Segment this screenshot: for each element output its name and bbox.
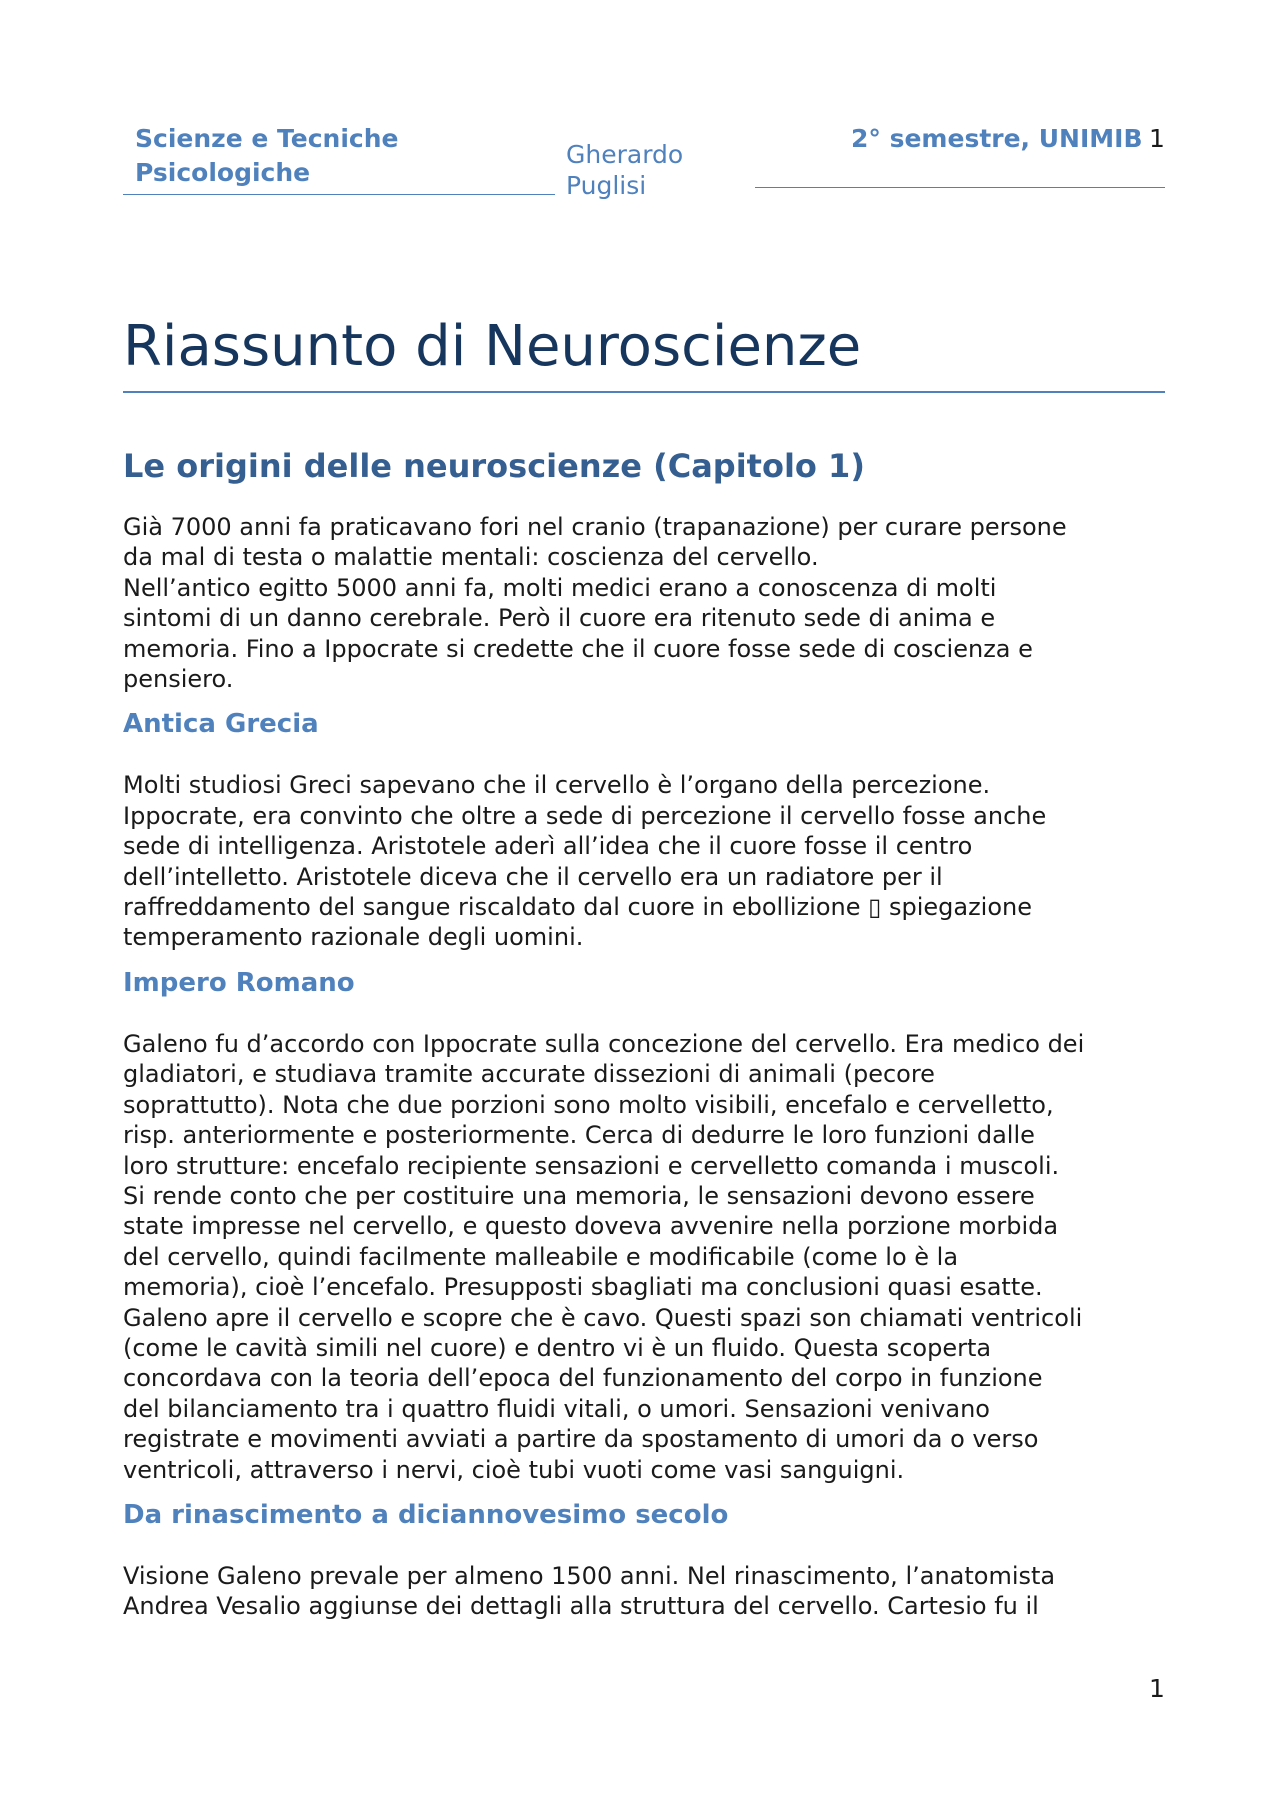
document-title: Riassunto di Neuroscienze <box>123 314 862 379</box>
header-course-line1: Scienze e Tecniche <box>135 124 399 153</box>
document-body <box>123 444 1183 1634</box>
header-author-line1: Gherardo <box>566 140 684 169</box>
section-heading-antica-grecia: Antica Grecia <box>123 709 319 740</box>
header-semester: 2° semestre, UNIMIB <box>851 124 1143 153</box>
paragraph-origini: Già 7000 anni fa praticavano fori nel cranio (trapanazione) per curare persone da mal di testa o malattie mentali: coscienza del cervello. Nell’antico egitto 5000 anni fa, molti medici erano a conoscenza di molti sintomi di un danno cerebrale. Però il cuore era ritenuto sede di anima e memoria. Fino a Ippocrate si credette che il cuore fosse sede di coscienza e pensiero. <box>123 513 1067 694</box>
header-semester-block <box>755 122 1165 188</box>
document-title-block <box>123 313 1165 393</box>
header-course-line2: Psicologiche <box>135 158 311 187</box>
header-author-line2: Puglisi <box>566 171 647 200</box>
header-course <box>123 122 555 195</box>
paragraph-rinascimento: Visione Galeno prevale per almeno 1500 anni. Nel rinascimento, l’anatomista Andrea Vesalio aggiunse dei dettagli alla struttura del cervello. Cartesio fu il <box>123 1561 1056 1621</box>
section-heading-rinascimento: Da rinascimento a diciannovesimo secolo <box>123 1499 729 1530</box>
paragraph-impero-romano: Galeno fu d’accordo con Ippocrate sulla concezione del cervello. Era medico dei gladiatori, e studiava tramite accurate dissezioni di animali (pecore soprattutto). Nota che due porzioni sono molto visibili, encefalo e cervelletto, risp. anteriormente e posteriormente. Cerca di dedurre le loro funzioni dalle loro strutture: encefalo recipiente sensazioni e cervelletto comanda i muscoli. Si rende conto che per costituire una memoria, le sensazioni devono essere state impresse nel cervello, e questo doveva avvenire nella porzione morbida del cervello, quindi facilmente malleabile e modificabile (come lo è la memoria), cioè l’encefalo. Presupposti sbagliati ma conclusioni quasi esatte. Galeno apre il cervello e scopre che è cavo. Questi spazi son chiamati ventricoli (come le cavità simili nel cuore) e dentro vi è un fluido. Questa scoperta concordava con la teoria dell’epoca del funzionamento del corpo in funzione del bilanciamento tra i quattro fluidi vitali, o umori. Sensazioni venivano registrate e movimenti avviati a partire da spostamento di umori da o verso ventricoli, attraverso i nervi, cioè tubi vuoti come vasi sanguigni. <box>123 1029 1085 1484</box>
section-heading-origini: Le origini delle neuroscienze (Capitolo 1) <box>123 447 865 485</box>
header-page-number: 1 <box>1149 124 1165 153</box>
header-author <box>566 139 683 201</box>
paragraph-antica-grecia: Molti studiosi Greci sapevano che il cervello è l’organo della percezione. Ippocrate, era convinto che oltre a sede di percezione il cervello fosse anche sede di intelligenza. Aristotele aderì all’idea che il cuore fosse il centro dell’intelletto. Aristotele diceva che il cervello era un radiatore per il raffreddamento del sangue riscaldato dal cuore in ebollizione ▯ spiegazione temperamento razionale degli uomini. <box>123 771 1047 952</box>
section-heading-impero-romano: Impero Romano <box>123 967 355 998</box>
footer-page-number: 1 <box>1149 1674 1165 1703</box>
